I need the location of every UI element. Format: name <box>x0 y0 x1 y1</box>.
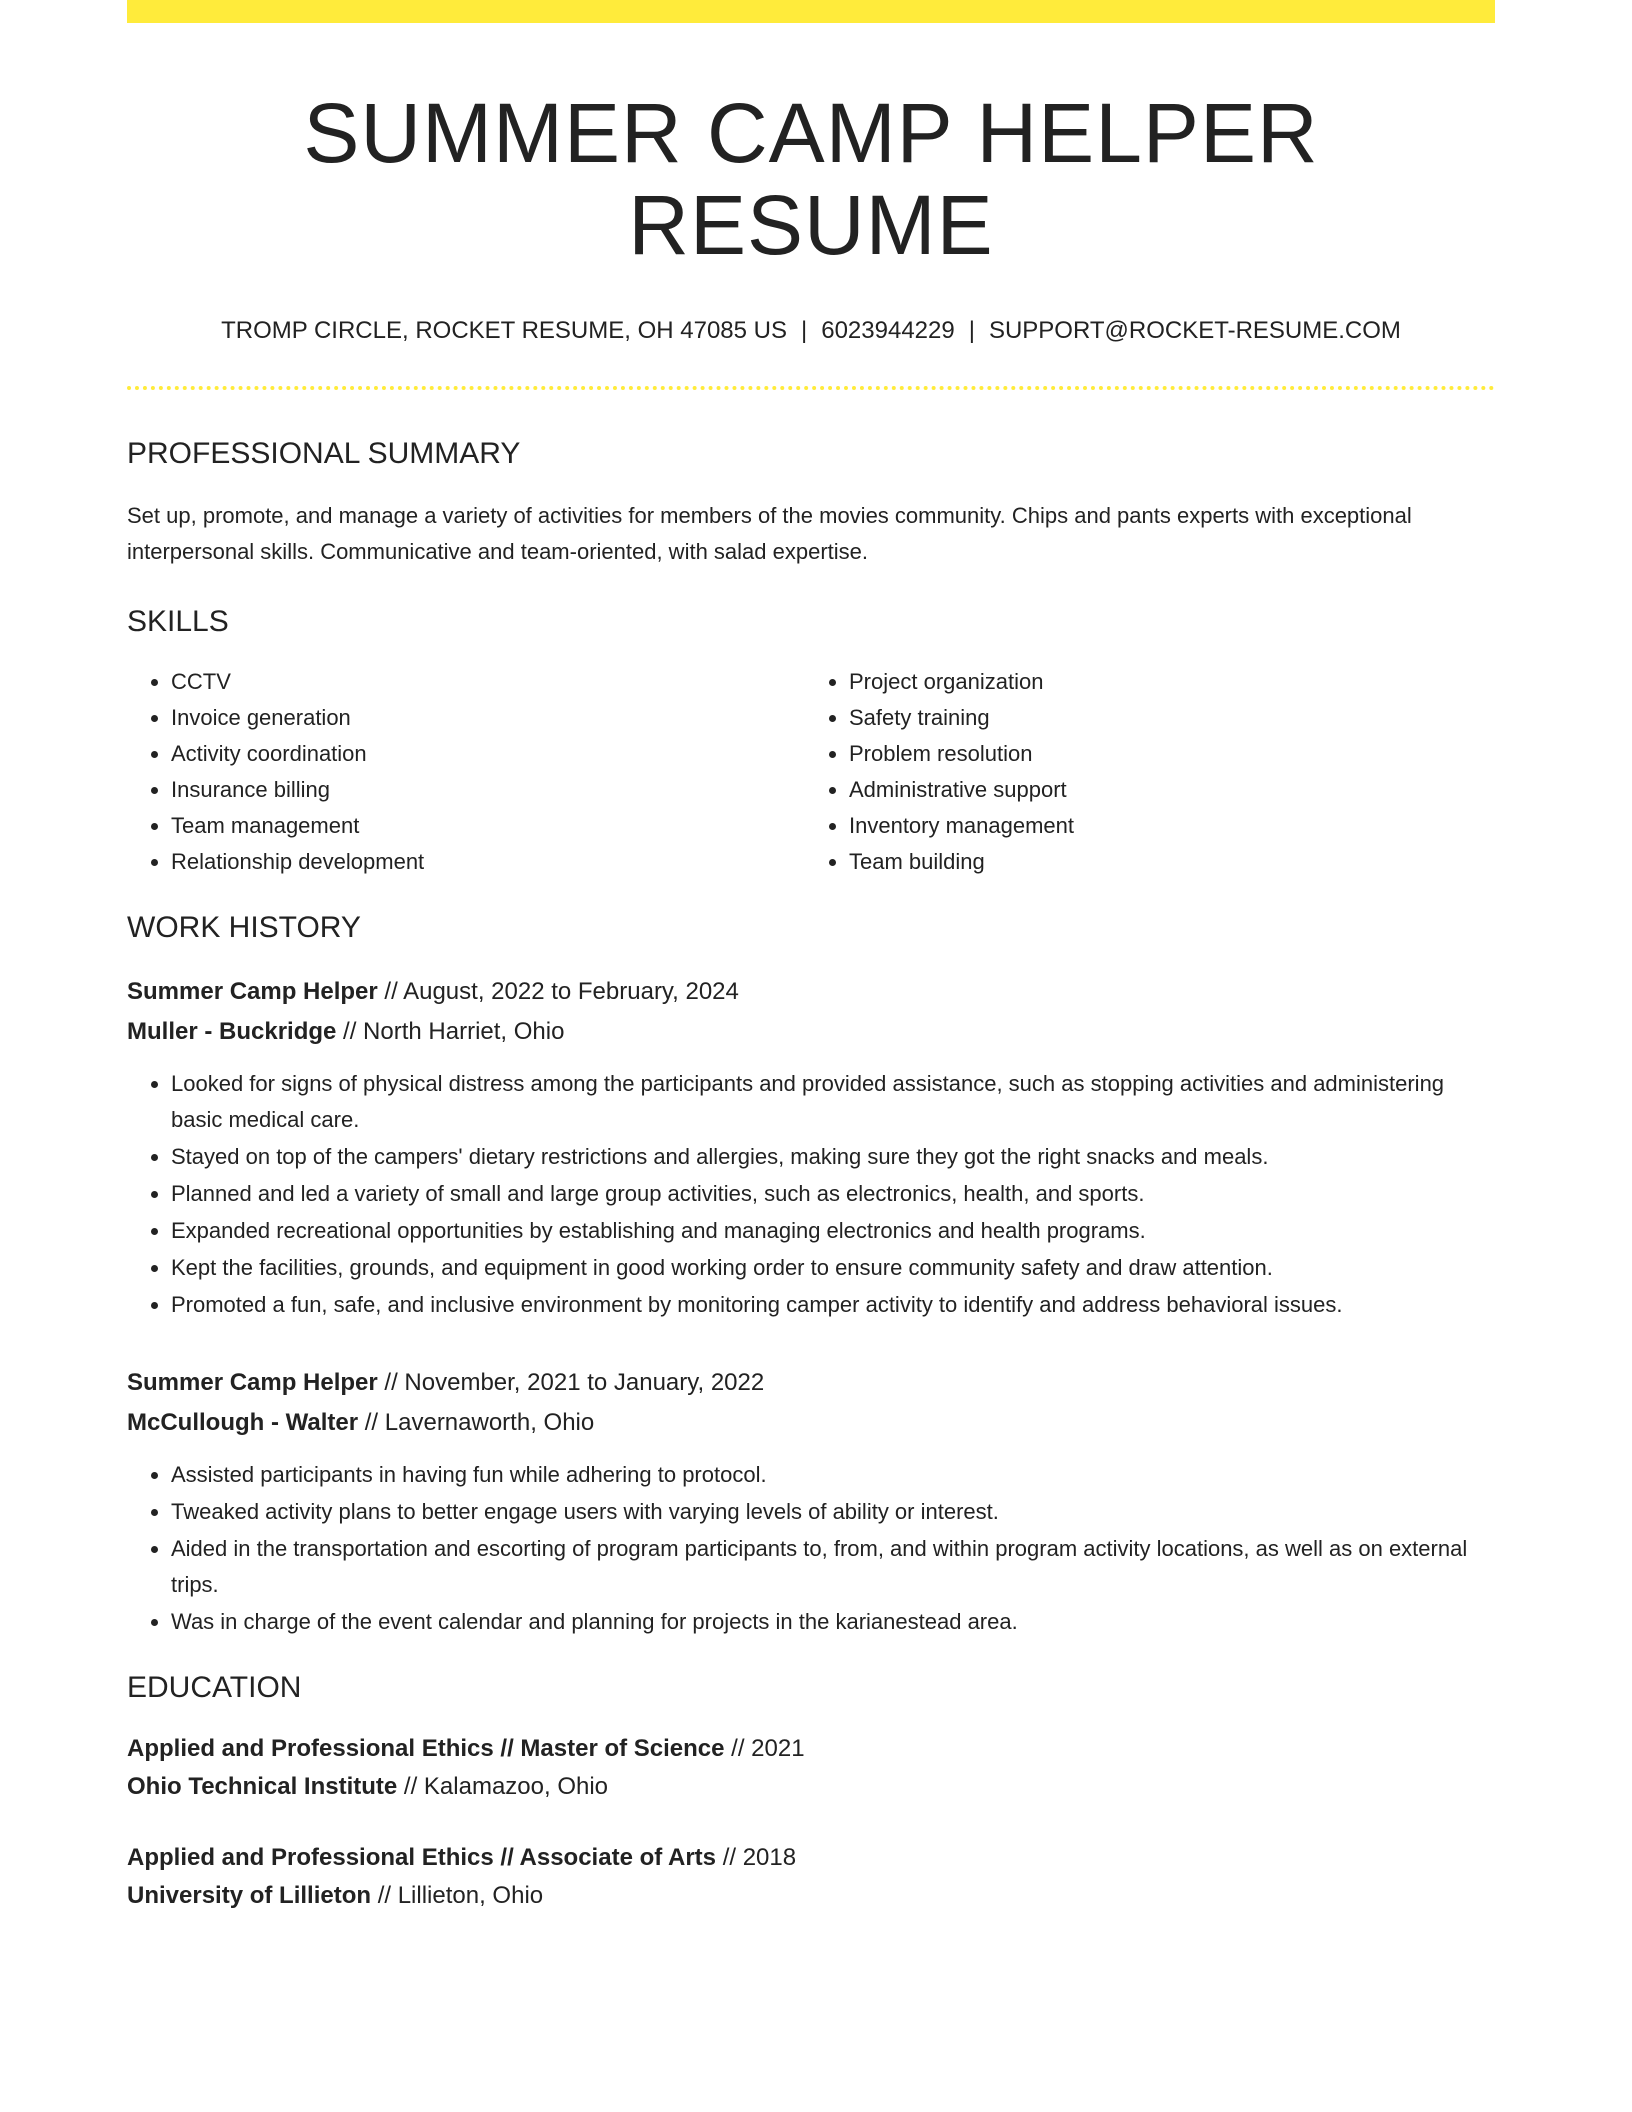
skill-item: • Activity coordination <box>171 736 801 772</box>
job-bullet: • Aided in the transportation and escorting of program participants to, from, and within program activity locations, as well as on external trips. <box>171 1531 1495 1603</box>
contact-email: SUPPORT@ROCKET-RESUME.COM <box>988 316 1401 344</box>
job-bullets <box>127 1457 1495 1640</box>
accent-top-bar <box>127 0 1495 23</box>
work-history-heading: WORK HISTORY <box>127 910 361 944</box>
skill-item: • Safety training <box>849 700 1479 736</box>
job-location: // North Harriet, Ohio <box>343 1017 565 1045</box>
education-school: University of Lillieton <box>127 1881 372 1909</box>
job-role-line <box>127 972 1495 1012</box>
job-bullet: • Stayed on top of the campers' dietary restrictions and allergies, making sure they got the right snacks and meals. <box>171 1139 1495 1175</box>
education-school-line <box>127 1768 1495 1806</box>
education-location: // Kalamazoo, Ohio <box>403 1772 609 1800</box>
job-role: Summer Camp Helper <box>127 1368 378 1396</box>
education-entry <box>127 1839 1495 1915</box>
resume-title: SUMMER CAMP HELPER RESUME <box>303 86 1319 273</box>
summary-text: Set up, promote, and manage a variety of activities for members of the movies community. Chips and pants experts with exceptional interpersonal skills. Communicative and team-oriented, with salad expertise. <box>127 502 1412 564</box>
skill-item: • CCTV <box>171 664 801 700</box>
education-school-line <box>127 1877 1495 1915</box>
education-year: // 2021 <box>731 1734 805 1762</box>
job-dates: // August, 2022 to February, 2024 <box>384 977 739 1005</box>
skill-item: • Invoice generation <box>171 700 801 736</box>
education-location: // Lillieton, Ohio <box>377 1881 544 1909</box>
skills-list <box>127 664 1495 880</box>
job-company: McCullough - Walter <box>127 1408 359 1436</box>
job-bullet: • Expanded recreational opportunities by establishing and managing electronics and health programs. <box>171 1213 1495 1249</box>
job-company: Muller - Buckridge <box>127 1017 337 1045</box>
skill-item: • Problem resolution <box>849 736 1479 772</box>
skill-item: • Administrative support <box>849 772 1479 808</box>
dotted-divider <box>127 386 1495 390</box>
contact-separator: | <box>968 316 975 344</box>
contact-phone: 6023944229 <box>821 316 955 344</box>
education-degree: Applied and Professional Ethics // Master of Science <box>127 1734 725 1762</box>
skills-column-right <box>801 664 1479 880</box>
job-bullet: • Was in charge of the event calendar and planning for projects in the karianestead area. <box>171 1604 1495 1640</box>
job-company-line <box>127 1403 1495 1443</box>
job-bullet: • Assisted participants in having fun while adhering to protocol. <box>171 1457 1495 1493</box>
education-entry <box>127 1730 1495 1806</box>
job-bullet: • Looked for signs of physical distress among the participants and provided assistance, such as stopping activities and administering basic medical care. <box>171 1066 1495 1138</box>
skill-item: • Relationship development <box>171 844 801 880</box>
contact-separator: | <box>801 316 808 344</box>
education-degree-line <box>127 1730 1495 1768</box>
skill-item: • Inventory management <box>849 808 1479 844</box>
job-company-line <box>127 1012 1495 1052</box>
education-degree: Applied and Professional Ethics // Associate of Arts <box>127 1843 717 1871</box>
job-entry <box>127 1363 1495 1640</box>
job-bullet: • Tweaked activity plans to better engage users with varying levels of ability or interest. <box>171 1494 1495 1530</box>
job-dates: // November, 2021 to January, 2022 <box>384 1368 765 1396</box>
job-bullets <box>127 1066 1495 1323</box>
skills-heading: SKILLS <box>127 604 229 638</box>
job-role: Summer Camp Helper <box>127 977 378 1005</box>
contact-line <box>127 317 1495 346</box>
skills-column-left <box>127 664 801 880</box>
skill-item: • Team building <box>849 844 1479 880</box>
job-location: // Lavernaworth, Ohio <box>364 1408 595 1436</box>
education-school: Ohio Technical Institute <box>127 1772 398 1800</box>
summary-heading: PROFESSIONAL SUMMARY <box>127 436 521 470</box>
skill-item: • Insurance billing <box>171 772 801 808</box>
job-bullet: • Planned and led a variety of small and large group activities, such as electronics, health, and sports. <box>171 1176 1495 1212</box>
education-degree-line <box>127 1839 1495 1877</box>
education-year: // 2018 <box>722 1843 797 1871</box>
contact-address: TROMP CIRCLE, ROCKET RESUME, OH 47085 US <box>221 316 787 344</box>
job-bullet: • Promoted a fun, safe, and inclusive environment by monitoring camper activity to identify and address behavioral issues. <box>171 1287 1495 1323</box>
job-entry <box>127 972 1495 1323</box>
job-bullet: • Kept the facilities, grounds, and equipment in good working order to ensure community safety and draw attention. <box>171 1250 1495 1286</box>
skill-item: • Project organization <box>849 664 1479 700</box>
education-heading: EDUCATION <box>127 1670 302 1704</box>
job-role-line <box>127 1363 1495 1403</box>
resume-page <box>127 0 1495 1915</box>
skill-item: • Team management <box>171 808 801 844</box>
